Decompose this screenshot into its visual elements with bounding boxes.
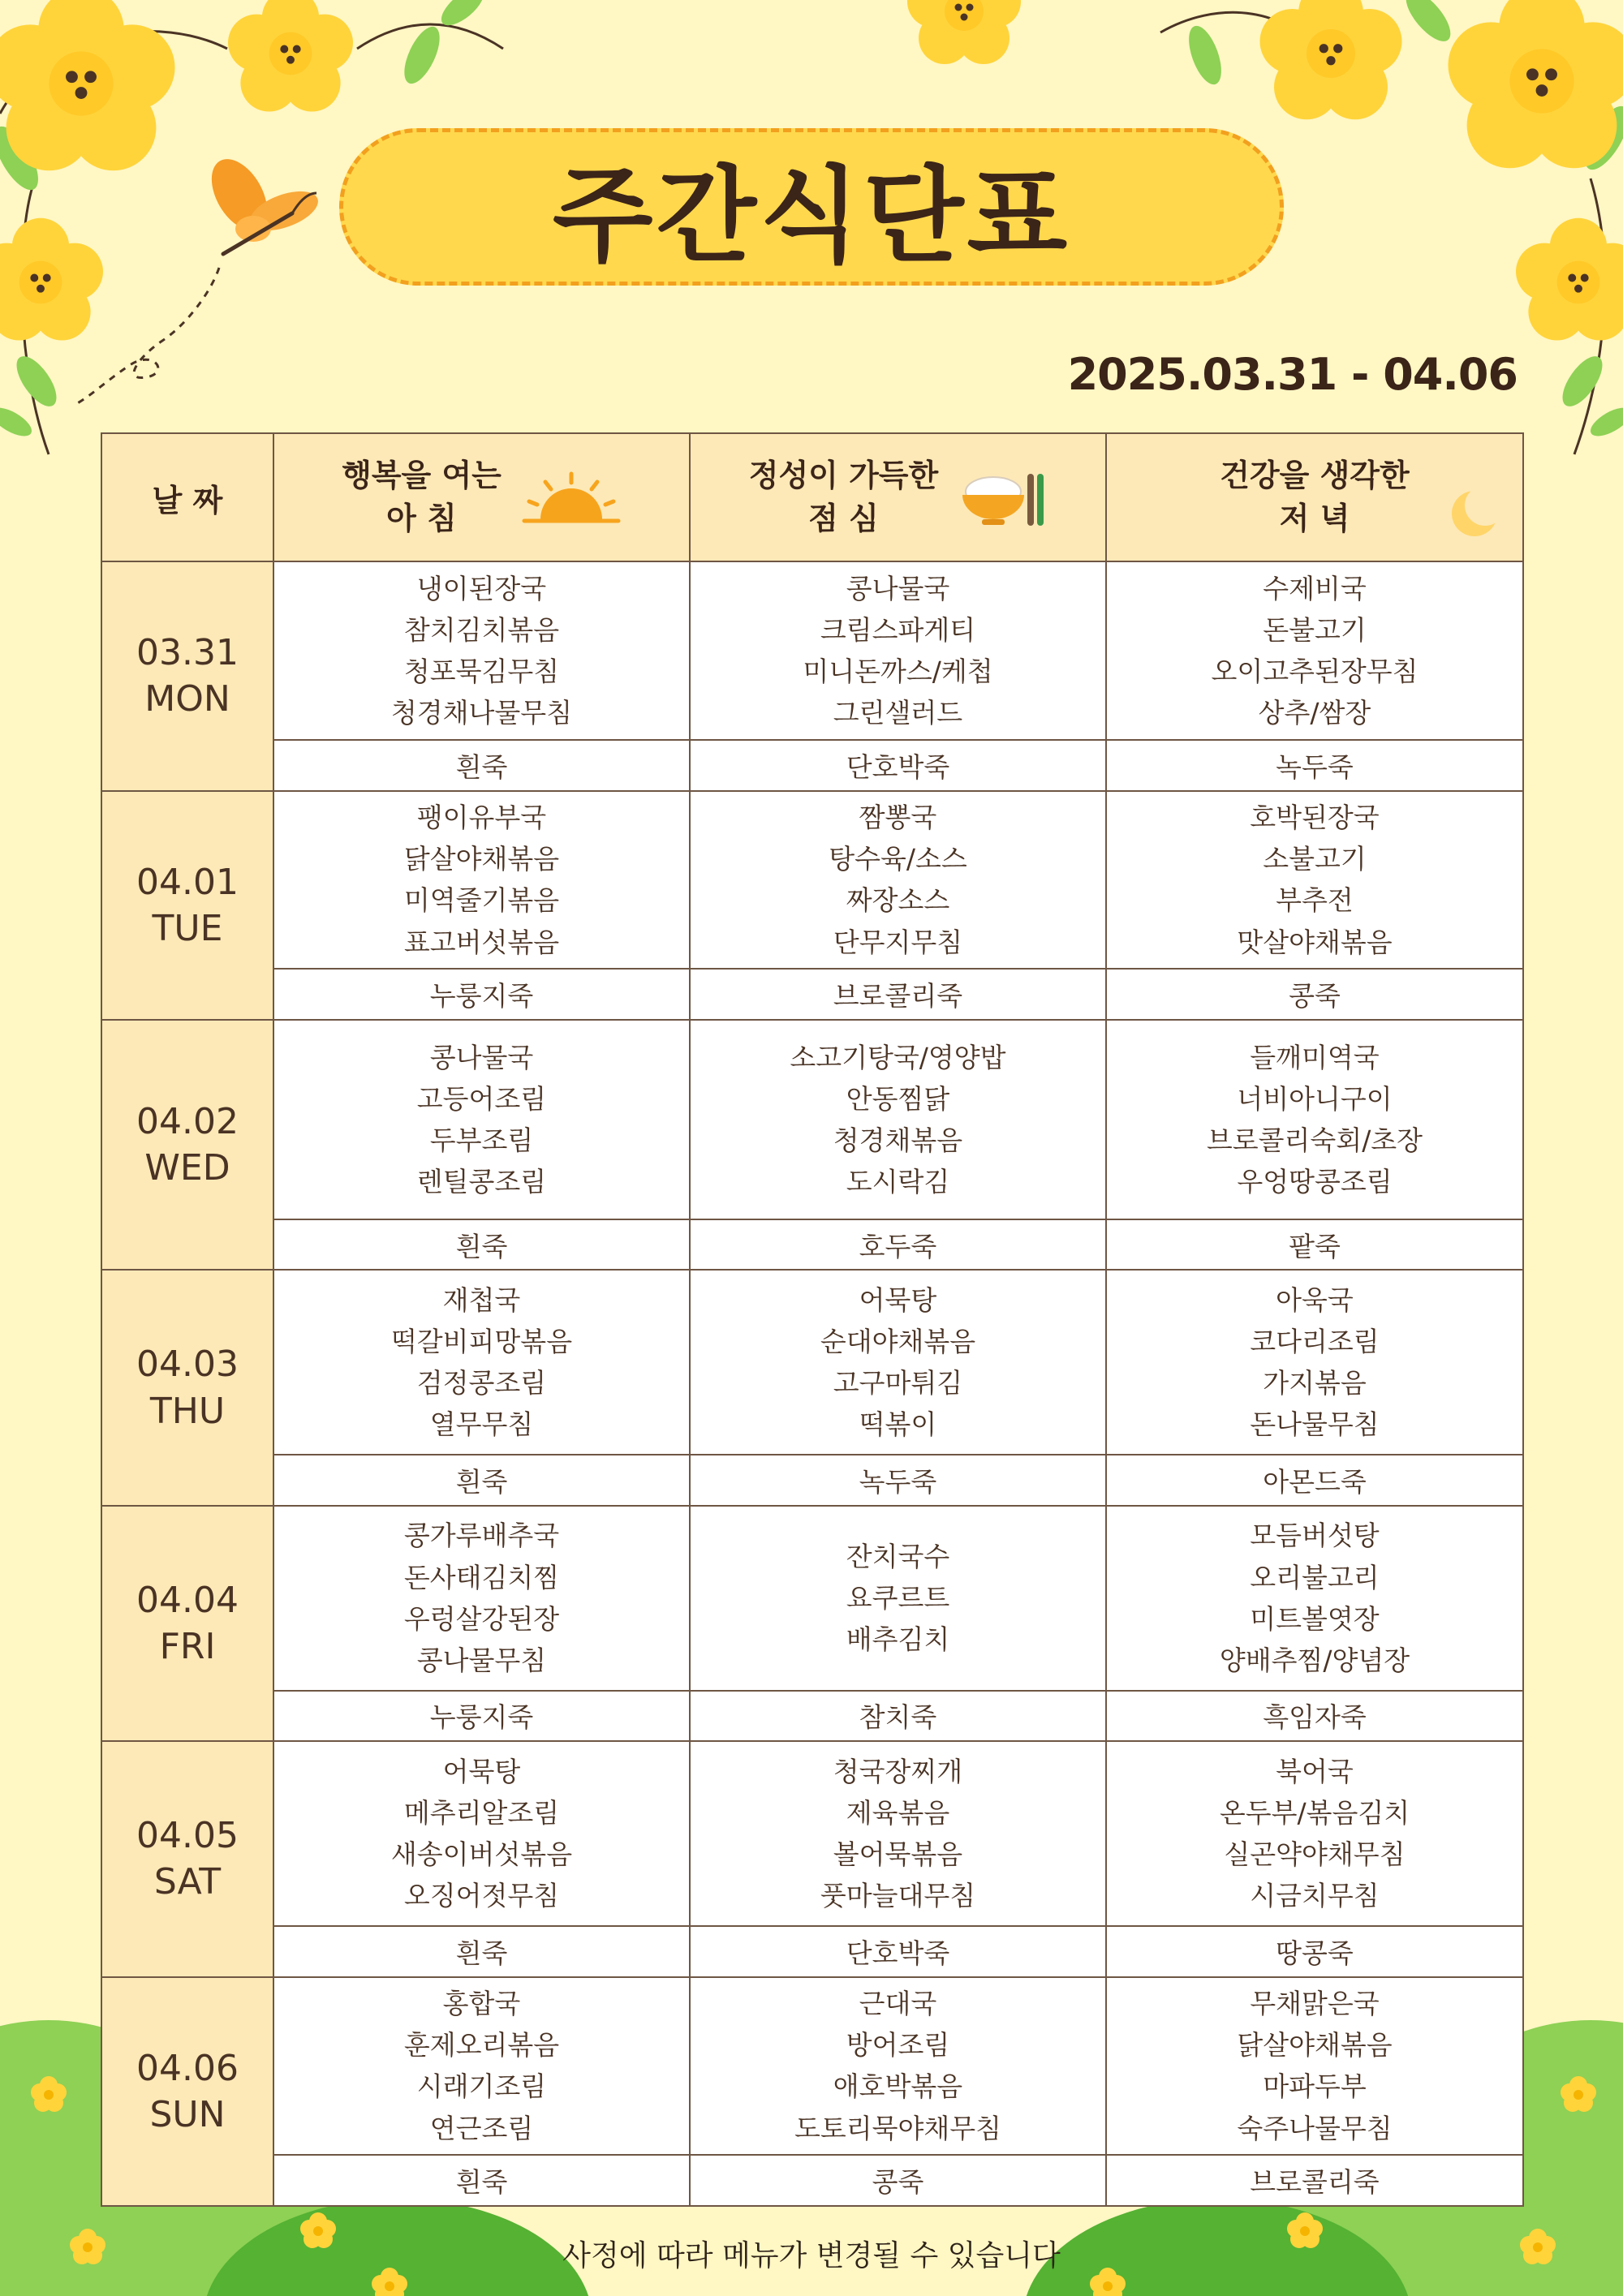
menu-item: 안동찜닭 bbox=[846, 1082, 950, 1115]
header-dinner bbox=[1106, 433, 1523, 561]
breakfast-porridge-cell: 흰죽 bbox=[273, 740, 690, 791]
leaf bbox=[397, 22, 446, 88]
breakfast-porridge-cell: 흰죽 bbox=[273, 1455, 690, 1506]
menu-item: 어묵탕 bbox=[859, 1284, 937, 1317]
leaf bbox=[9, 350, 64, 412]
dinner-menu-cell bbox=[1106, 1741, 1523, 1926]
menu-item: 단무지무침 bbox=[833, 926, 963, 958]
menu-item: 소고기탕국/영양밥 bbox=[790, 1041, 1006, 1073]
page-title: 주간식단표 bbox=[552, 156, 1071, 277]
dinner-porridge-cell: 흑임자죽 bbox=[1106, 1691, 1523, 1742]
menu-item: 짜장소스 bbox=[846, 884, 950, 917]
leaf bbox=[1182, 22, 1228, 88]
lunch-menu-cell bbox=[690, 1977, 1106, 2156]
breakfast-porridge-cell: 흰죽 bbox=[273, 2155, 690, 2206]
menu-item: 훈제오리볶음 bbox=[403, 2029, 560, 2062]
menu-item: 순대야채볶음 bbox=[820, 1326, 976, 1358]
lunch-menu-cell bbox=[690, 1741, 1106, 1926]
breakfast-menu-cell bbox=[273, 1270, 690, 1455]
menu-item: 온두부/볶음김치 bbox=[1219, 1796, 1410, 1829]
breakfast-menu-cell bbox=[273, 791, 690, 970]
header-breakfast-line2: 아 침 bbox=[386, 501, 457, 537]
menu-item: 돈불고기 bbox=[1263, 614, 1367, 647]
menu-item: 미니돈까스/케첩 bbox=[803, 656, 993, 688]
header-dinner-line2: 저 녁 bbox=[1279, 501, 1350, 537]
menu-item: 크림스파게티 bbox=[820, 614, 976, 647]
menu-item: 요쿠르트 bbox=[846, 1582, 950, 1615]
menu-item: 참치김치볶음 bbox=[403, 614, 560, 647]
porridge-row bbox=[101, 1926, 1523, 1977]
dinner-menu-cell bbox=[1106, 791, 1523, 970]
menu-item: 청경채나물무침 bbox=[390, 697, 573, 729]
breakfast-porridge-cell: 흰죽 bbox=[273, 1219, 690, 1271]
menu-item: 코다리조림 bbox=[1250, 1326, 1380, 1358]
menu-item: 재첩국 bbox=[442, 1284, 521, 1317]
day-row bbox=[101, 1506, 1523, 1691]
day-weekday: SAT bbox=[153, 1861, 222, 1903]
day-cell bbox=[101, 561, 273, 790]
menu-item: 호박된장국 bbox=[1250, 802, 1380, 834]
dinner-porridge-cell: 땅콩죽 bbox=[1106, 1926, 1523, 1977]
menu-item: 돈나물무침 bbox=[1250, 1408, 1380, 1441]
porridge-row bbox=[101, 2155, 1523, 2206]
dinner-menu-cell bbox=[1106, 1506, 1523, 1691]
menu-item: 들깨미역국 bbox=[1250, 1041, 1380, 1073]
menu-item: 돈사태김치찜 bbox=[403, 1561, 560, 1593]
header-row bbox=[101, 433, 1523, 561]
menu-table bbox=[101, 432, 1524, 2207]
menu-item: 그린샐러드 bbox=[833, 697, 963, 729]
day-weekday: TUE bbox=[152, 907, 223, 949]
menu-item: 콩나물무침 bbox=[416, 1644, 547, 1676]
breakfast-porridge-cell: 흰죽 bbox=[273, 1926, 690, 1977]
day-row bbox=[101, 791, 1523, 970]
dinner-menu-cell bbox=[1106, 1270, 1523, 1455]
menu-item: 연근조림 bbox=[429, 2112, 534, 2144]
day-date: 03.31 bbox=[136, 632, 239, 674]
day-date: 04.01 bbox=[136, 861, 239, 903]
menu-item: 풋마늘대무침 bbox=[820, 1880, 976, 1912]
menu-item: 제육볶음 bbox=[846, 1796, 950, 1829]
menu-item: 콩나물국 bbox=[429, 1041, 534, 1073]
breakfast-menu-cell bbox=[273, 1741, 690, 1926]
breakfast-menu-cell bbox=[273, 1506, 690, 1691]
day-cell bbox=[101, 1270, 273, 1505]
flower-icon bbox=[907, 0, 1021, 64]
menu-item: 모듬버섯탕 bbox=[1250, 1520, 1380, 1552]
flower-icon bbox=[0, 218, 103, 341]
title-banner bbox=[339, 128, 1284, 286]
lunch-menu-cell bbox=[690, 1020, 1106, 1219]
header-lunch bbox=[690, 433, 1106, 561]
menu-item: 떡볶이 bbox=[859, 1408, 937, 1441]
day-date: 04.06 bbox=[136, 2047, 239, 2089]
day-row bbox=[101, 1270, 1523, 1455]
leaf bbox=[1555, 350, 1610, 412]
menu-item: 청포묵김무침 bbox=[403, 656, 560, 688]
day-weekday: FRI bbox=[159, 1625, 216, 1667]
menu-item: 오징어젓무침 bbox=[403, 1880, 560, 1912]
menu-item: 고구마튀김 bbox=[833, 1367, 963, 1400]
sun-icon bbox=[521, 469, 622, 526]
date-range: 2025.03.31 - 04.06 bbox=[1067, 349, 1518, 400]
menu-item: 도토리묵야채무침 bbox=[794, 2112, 1002, 2144]
menu-item: 미역줄기볶음 bbox=[403, 884, 560, 917]
menu-item: 브로콜리숙회/초장 bbox=[1206, 1124, 1423, 1156]
flower-icon bbox=[0, 0, 174, 170]
menu-item: 시금치무침 bbox=[1250, 1880, 1380, 1912]
menu-item: 잔치국수 bbox=[846, 1541, 950, 1572]
menu-item: 오이고추된장무침 bbox=[1211, 656, 1419, 688]
day-weekday: SUN bbox=[149, 2093, 226, 2135]
breakfast-menu-cell bbox=[273, 1977, 690, 2156]
porridge-row bbox=[101, 1219, 1523, 1271]
menu-item: 짬뽕국 bbox=[859, 802, 937, 834]
menu-item: 실곤약야채무침 bbox=[1224, 1838, 1406, 1871]
day-weekday: MON bbox=[144, 678, 230, 720]
dinner-menu-cell bbox=[1106, 1977, 1523, 2156]
day-cell bbox=[101, 1741, 273, 1976]
lunch-porridge-cell: 호두죽 bbox=[690, 1219, 1106, 1271]
menu-item: 새송이버섯볶음 bbox=[390, 1838, 573, 1871]
menu-item: 우엉땅콩조림 bbox=[1237, 1166, 1393, 1198]
day-row bbox=[101, 561, 1523, 740]
leaf bbox=[1586, 402, 1623, 442]
dinner-menu-cell bbox=[1106, 1020, 1523, 1219]
menu-item: 부추전 bbox=[1276, 884, 1354, 917]
header-dinner-line1: 건강을 생각한 bbox=[1220, 457, 1410, 493]
menu-item: 무채맑은국 bbox=[1250, 1988, 1380, 2020]
menu-item: 애호박볶음 bbox=[833, 2070, 963, 2103]
breakfast-porridge-cell: 누룽지죽 bbox=[273, 1691, 690, 1742]
menu-item: 팽이유부국 bbox=[416, 802, 547, 834]
lunch-porridge-cell: 참치죽 bbox=[690, 1691, 1106, 1742]
dinner-porridge-cell: 팥죽 bbox=[1106, 1219, 1523, 1271]
dinner-porridge-cell: 콩죽 bbox=[1106, 969, 1523, 1020]
lunch-porridge-cell: 콩죽 bbox=[690, 2155, 1106, 2206]
menu-item: 가지볶음 bbox=[1263, 1367, 1367, 1400]
lunch-menu-cell bbox=[690, 1270, 1106, 1455]
lunch-porridge-cell: 브로콜리죽 bbox=[690, 969, 1106, 1020]
menu-item: 콩가루배추국 bbox=[403, 1520, 560, 1552]
menu-item: 배추김치 bbox=[846, 1623, 950, 1656]
menu-item: 미트볼엿장 bbox=[1250, 1602, 1380, 1635]
menu-item: 검정콩조림 bbox=[416, 1367, 547, 1400]
footer-note: 사정에 따라 메뉴가 변경될 수 있습니다 bbox=[562, 2239, 1061, 2272]
menu-item: 아욱국 bbox=[1276, 1284, 1354, 1317]
dinner-menu-cell bbox=[1106, 561, 1523, 740]
day-weekday: THU bbox=[149, 1390, 226, 1432]
day-date: 04.04 bbox=[136, 1579, 239, 1621]
day-date: 04.03 bbox=[136, 1344, 239, 1386]
menu-item: 탕수육/소스 bbox=[829, 843, 967, 875]
flower-icon bbox=[1260, 0, 1402, 119]
day-cell bbox=[101, 1020, 273, 1271]
menu-item: 방어조림 bbox=[846, 2029, 950, 2062]
rice-bowl-icon bbox=[958, 466, 1047, 529]
menu-item: 북어국 bbox=[1276, 1755, 1354, 1787]
menu-item: 어묵탕 bbox=[442, 1755, 521, 1787]
breakfast-menu-cell bbox=[273, 561, 690, 740]
lunch-menu-cell bbox=[690, 1506, 1106, 1691]
header-date-label: 날 짜 bbox=[152, 482, 223, 518]
menu-item: 맛살야채볶음 bbox=[1237, 926, 1393, 958]
porridge-row bbox=[101, 1455, 1523, 1506]
dinner-porridge-cell: 브로콜리죽 bbox=[1106, 2155, 1523, 2206]
day-row bbox=[101, 1977, 1523, 2156]
menu-item: 표고버섯볶음 bbox=[403, 926, 560, 958]
flower-icon bbox=[1516, 218, 1623, 341]
menu-item: 시래기조림 bbox=[416, 2070, 547, 2103]
day-date: 04.02 bbox=[136, 1100, 239, 1142]
menu-item: 콩나물국 bbox=[846, 572, 950, 604]
lunch-porridge-cell: 단호박죽 bbox=[690, 1926, 1106, 1977]
menu-item: 근대국 bbox=[859, 1988, 937, 2020]
leaf bbox=[435, 0, 489, 32]
porridge-row bbox=[101, 1691, 1523, 1742]
menu-item: 홍합국 bbox=[442, 1988, 521, 2020]
flower-icon bbox=[228, 0, 353, 111]
porridge-row bbox=[101, 740, 1523, 791]
day-cell bbox=[101, 1977, 273, 2206]
day-cell bbox=[101, 791, 273, 1020]
flower-icon bbox=[1449, 0, 1623, 168]
dinner-porridge-cell: 아몬드죽 bbox=[1106, 1455, 1523, 1506]
header-breakfast bbox=[273, 433, 690, 561]
menu-item: 고등어조림 bbox=[416, 1082, 547, 1115]
day-row bbox=[101, 1020, 1523, 1219]
menu-item: 볼어묵볶음 bbox=[833, 1838, 963, 1871]
menu-item: 너비아니구이 bbox=[1237, 1082, 1393, 1115]
breakfast-porridge-cell: 누룽지죽 bbox=[273, 969, 690, 1020]
day-cell bbox=[101, 1506, 273, 1741]
menu-item: 오리불고리 bbox=[1250, 1561, 1380, 1593]
menu-item: 렌틸콩조림 bbox=[416, 1166, 547, 1198]
menu-item: 소불고기 bbox=[1263, 843, 1367, 875]
menu-body bbox=[101, 561, 1523, 2206]
menu-item: 수제비국 bbox=[1263, 572, 1367, 604]
header-breakfast-line1: 행복을 여는 bbox=[342, 457, 502, 493]
menu-item: 우렁살강된장 bbox=[403, 1602, 560, 1635]
menu-item: 닭살야채볶음 bbox=[1237, 2029, 1393, 2062]
breakfast-menu-cell bbox=[273, 1020, 690, 1219]
moon-icon bbox=[1446, 484, 1503, 540]
menu-item: 마파두부 bbox=[1263, 2070, 1367, 2103]
leaf bbox=[1398, 0, 1457, 48]
day-date: 04.05 bbox=[136, 1815, 239, 1857]
menu-item: 청국장찌개 bbox=[833, 1755, 963, 1787]
header-lunch-line2: 점 심 bbox=[808, 501, 879, 537]
menu-item: 두부조림 bbox=[429, 1124, 534, 1156]
dinner-porridge-cell: 녹두죽 bbox=[1106, 740, 1523, 791]
menu-item: 닭살야채볶음 bbox=[403, 843, 560, 875]
leaf bbox=[0, 402, 36, 442]
day-row bbox=[101, 1741, 1523, 1926]
menu-item: 냉이된장국 bbox=[416, 572, 547, 604]
lunch-menu-cell bbox=[690, 791, 1106, 970]
menu-item: 메추리알조림 bbox=[403, 1796, 560, 1829]
lunch-menu-cell bbox=[690, 561, 1106, 740]
header-date bbox=[101, 433, 273, 561]
menu-item: 상추/쌈장 bbox=[1258, 697, 1371, 729]
day-weekday: WED bbox=[144, 1147, 230, 1189]
porridge-row bbox=[101, 969, 1523, 1020]
menu-item: 양배추찜/양념장 bbox=[1219, 1644, 1410, 1676]
butterfly-icon bbox=[200, 149, 323, 254]
menu-item: 열무무침 bbox=[429, 1408, 534, 1441]
lunch-porridge-cell: 녹두죽 bbox=[690, 1455, 1106, 1506]
menu-item: 청경채볶음 bbox=[833, 1124, 963, 1156]
menu-item: 떡갈비피망볶음 bbox=[390, 1326, 573, 1358]
lunch-porridge-cell: 단호박죽 bbox=[690, 740, 1106, 791]
menu-item: 도시락김 bbox=[846, 1166, 950, 1198]
menu-item: 숙주나물무침 bbox=[1237, 2112, 1393, 2144]
header-lunch-line1: 정성이 가득한 bbox=[748, 457, 939, 493]
